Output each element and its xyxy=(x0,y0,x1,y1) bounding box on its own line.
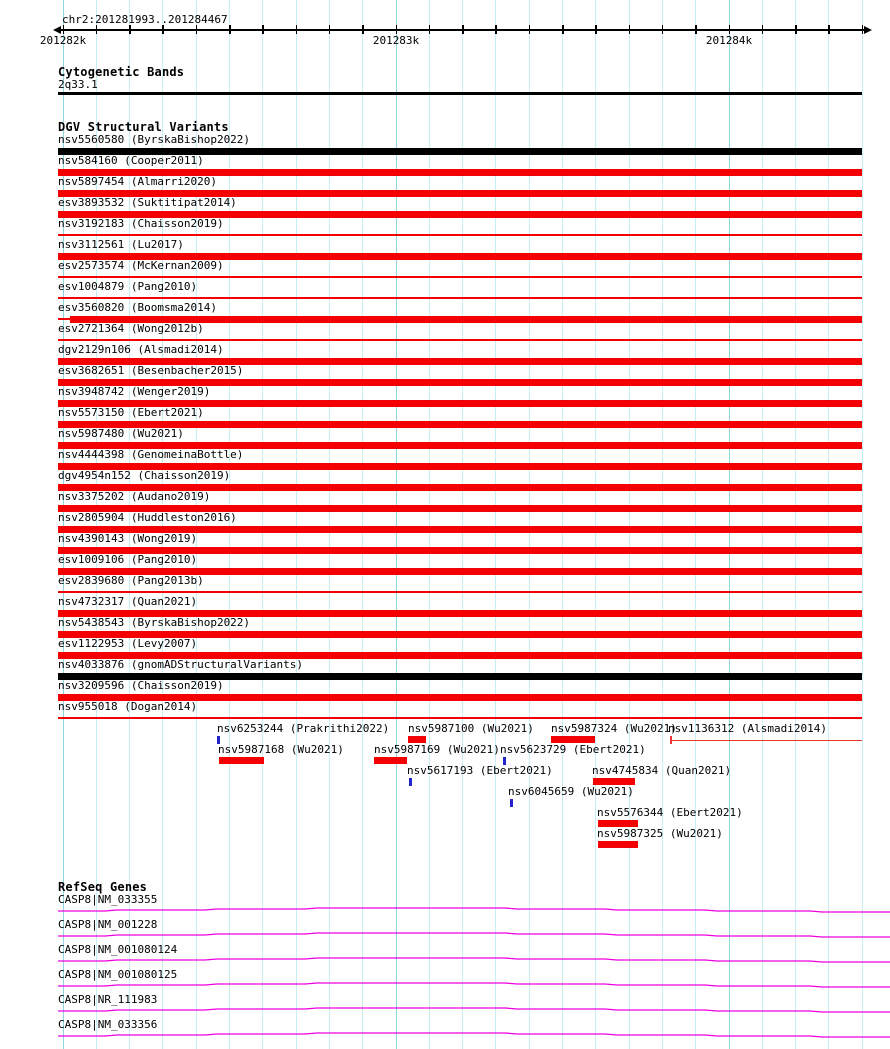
ruler-tick xyxy=(595,25,597,34)
gridline xyxy=(695,0,696,1049)
ruler-tick xyxy=(396,25,398,34)
gridline xyxy=(795,0,796,1049)
ruler-tick xyxy=(828,25,830,34)
variant-label[interactable]: nsv5617193 (Ebert2021) xyxy=(407,764,553,777)
ruler-tick-label: 201282k xyxy=(39,34,87,47)
variant-label[interactable]: nsv2805904 (Huddleston2016) xyxy=(58,511,237,524)
variant-label[interactable]: esv2839680 (Pang2013b) xyxy=(58,574,204,587)
variant-label[interactable]: nsv5987168 (Wu2021) xyxy=(218,743,344,756)
variant-label[interactable]: nsv5987480 (Wu2021) xyxy=(58,427,184,440)
variant-label[interactable]: esv1122953 (Levy2007) xyxy=(58,637,198,650)
variant-bar[interactable] xyxy=(219,757,264,764)
gridline xyxy=(562,0,563,1049)
gridline xyxy=(495,0,496,1049)
variant-label[interactable]: nsv5987169 (Wu2021) xyxy=(374,743,500,756)
variant-point-tick[interactable] xyxy=(409,778,412,786)
variant-bar[interactable] xyxy=(551,736,595,743)
gridline xyxy=(729,0,730,1049)
track-header-refseq: RefSeq Genes xyxy=(58,880,148,894)
ruler-tick-label: 201283k xyxy=(372,34,420,47)
variant-bar[interactable] xyxy=(58,234,862,236)
variant-label[interactable]: nsv4745834 (Quan2021) xyxy=(592,764,732,777)
ruler-tick xyxy=(196,25,198,34)
cytoband-label[interactable]: 2q33.1 xyxy=(58,78,98,91)
variant-bar[interactable] xyxy=(58,276,862,278)
gene-label[interactable]: CASP8|NR_111983 xyxy=(58,993,158,1006)
gridline xyxy=(529,0,530,1049)
ruler-tick xyxy=(296,25,298,34)
ruler-tick xyxy=(162,25,164,34)
variant-bar[interactable] xyxy=(374,757,407,764)
ruler-tick xyxy=(262,25,264,34)
ruler-tick xyxy=(762,25,764,34)
variant-label[interactable]: nsv5987100 (Wu2021) xyxy=(408,722,534,735)
ruler-left-arrow-icon xyxy=(53,26,61,34)
variant-bar[interactable] xyxy=(598,820,638,827)
variant-label[interactable]: nsv3948742 (Wenger2019) xyxy=(58,385,211,398)
variant-label[interactable]: nsv6253244 (Prakrithi2022) xyxy=(217,722,390,735)
variant-label[interactable]: nsv5576344 (Ebert2021) xyxy=(597,806,743,819)
variant-label[interactable]: esv1004879 (Pang2010) xyxy=(58,280,198,293)
variant-label[interactable]: nsv3375202 (Audano2019) xyxy=(58,490,211,503)
variant-label[interactable]: nsv955018 (Dogan2014) xyxy=(58,700,198,713)
gene-label[interactable]: CASP8|NM_001080125 xyxy=(58,968,178,981)
gene-label[interactable]: CASP8|NM_033356 xyxy=(58,1018,158,1031)
ruler-tick xyxy=(63,25,65,34)
variant-label[interactable]: nsv584160 (Cooper2011) xyxy=(58,154,204,167)
cytoband-bar[interactable] xyxy=(58,92,862,95)
variant-label[interactable]: nsv6045659 (Wu2021) xyxy=(508,785,634,798)
variant-label[interactable]: nsv5623729 (Ebert2021) xyxy=(500,743,646,756)
gridline xyxy=(296,0,297,1049)
variant-label[interactable]: nsv3112561 (Lu2017) xyxy=(58,238,184,251)
ruler-tick xyxy=(629,25,631,34)
variant-bar-lead[interactable] xyxy=(58,318,70,320)
ruler-tick xyxy=(862,25,864,34)
gridline xyxy=(862,0,863,1049)
ruler-tick xyxy=(329,25,331,34)
gene-label[interactable]: CASP8|NM_033355 xyxy=(58,893,158,906)
ruler-tick xyxy=(129,25,131,34)
gene-label[interactable]: CASP8|NM_001080124 xyxy=(58,943,178,956)
gridline xyxy=(262,0,263,1049)
gridline xyxy=(662,0,663,1049)
variant-label[interactable]: nsv3209596 (Chaisson2019) xyxy=(58,679,224,692)
variant-label[interactable]: nsv5987325 (Wu2021) xyxy=(597,827,723,840)
variant-label[interactable]: nsv4732317 (Quan2021) xyxy=(58,595,198,608)
variant-label[interactable]: nsv5560580 (ByrskaBishop2022) xyxy=(58,133,251,146)
variant-bar[interactable] xyxy=(58,591,862,593)
ruler-tick xyxy=(729,25,731,34)
variant-label[interactable]: esv2721364 (Wong2012b) xyxy=(58,322,204,335)
ruler-tick-label: 201284k xyxy=(705,34,753,47)
track-header-dgv: DGV Structural Variants xyxy=(58,120,229,134)
ruler-tick xyxy=(462,25,464,34)
ruler-tick xyxy=(96,25,98,34)
variant-bar[interactable] xyxy=(58,297,862,299)
variant-label[interactable]: esv2573574 (McKernan2009) xyxy=(58,259,224,272)
gridline xyxy=(762,0,763,1049)
variant-label[interactable]: nsv4033876 (gnomADStructuralVariants) xyxy=(58,658,304,671)
variant-label[interactable]: nsv1136312 (Alsmadi2014) xyxy=(668,722,827,735)
variant-bar[interactable] xyxy=(58,339,862,341)
variant-label[interactable]: nsv5987324 (Wu2021) xyxy=(551,722,677,735)
variant-label[interactable]: esv1009106 (Pang2010) xyxy=(58,553,198,566)
ruler-right-arrow-icon xyxy=(864,26,872,34)
variant-label[interactable]: esv3893532 (Suktitipat2014) xyxy=(58,196,237,209)
ruler-tick xyxy=(429,25,431,34)
variant-label[interactable]: dgv2129n106 (Alsmadi2014) xyxy=(58,343,224,356)
variant-label[interactable]: dgv4954n152 (Chaisson2019) xyxy=(58,469,231,482)
variant-label[interactable]: nsv5438543 (ByrskaBishop2022) xyxy=(58,616,251,629)
ruler-tick xyxy=(795,25,797,34)
variant-label[interactable]: nsv5897454 (Almarri2020) xyxy=(58,175,217,188)
gridline xyxy=(229,0,230,1049)
gridline xyxy=(828,0,829,1049)
variant-label[interactable]: nsv3192183 (Chaisson2019) xyxy=(58,217,224,230)
variant-label[interactable]: nsv4390143 (Wong2019) xyxy=(58,532,198,545)
variant-label[interactable]: esv3682651 (Besenbacher2015) xyxy=(58,364,244,377)
variant-bar[interactable] xyxy=(593,778,635,785)
ruler-tick xyxy=(495,25,497,34)
ruler-tick xyxy=(662,25,664,34)
variant-bar[interactable] xyxy=(58,717,862,719)
gridline xyxy=(329,0,330,1049)
ruler-tick xyxy=(362,25,364,34)
ruler-tick xyxy=(695,25,697,34)
variant-bar[interactable] xyxy=(408,736,426,743)
variant-point-tick[interactable] xyxy=(510,799,513,807)
gridline xyxy=(362,0,363,1049)
gridline xyxy=(462,0,463,1049)
gridline xyxy=(396,0,397,1049)
gridline xyxy=(595,0,596,1049)
region-position-label: chr2:201281993..201284467 xyxy=(62,13,228,26)
ruler-tick xyxy=(529,25,531,34)
variant-bar[interactable] xyxy=(598,841,638,848)
ruler-tick xyxy=(562,25,564,34)
gene-label[interactable]: CASP8|NM_001228 xyxy=(58,918,158,931)
ruler-tick xyxy=(229,25,231,34)
gridline xyxy=(429,0,430,1049)
variant-label[interactable]: nsv5573150 (Ebert2021) xyxy=(58,406,204,419)
variant-label[interactable]: esv3560820 (Boomsma2014) xyxy=(58,301,217,314)
variant-span-line[interactable] xyxy=(670,740,862,742)
gridline xyxy=(629,0,630,1049)
track-header-cytogenetic: Cytogenetic Bands xyxy=(58,65,185,79)
variant-label[interactable]: nsv4444398 (GenomeinaBottle) xyxy=(58,448,244,461)
